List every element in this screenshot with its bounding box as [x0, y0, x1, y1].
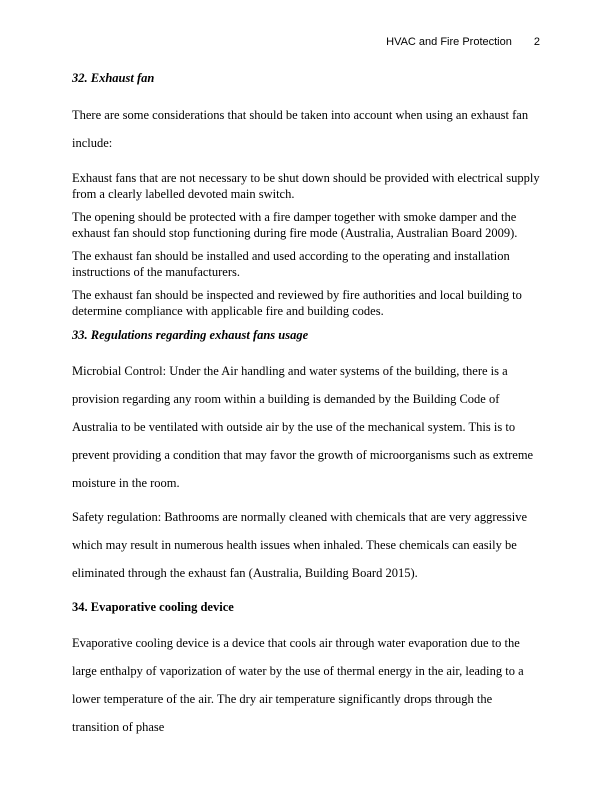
exhaust-fan-item-3: The exhaust fan should be installed and used according to the operating and installation instructions of the manufacturers.: [72, 249, 510, 279]
exhaust-fan-item-4: The exhaust fan should be inspected and reviewed by fire authorities and local building to determine compliance with applicable fire and building codes.: [72, 288, 522, 318]
page-number: 2: [533, 36, 540, 48]
running-title: HVAC and Fire Protection: [386, 36, 512, 48]
evaporative-cooling-paragraph: Evaporative cooling device is a device that cools air through water evaporation due to the large enthalpy of vaporization of water by the use of thermal energy in the air, leading to a lower temperature of the air. The dry air temperature significantly drops through the transition of phase: [72, 636, 524, 734]
exhaust-fan-item-2: The opening should be protected with a fire damper together with smoke damper and the exhaust fan should stop functioning during fire mode (Australia, Australian Board 2009).: [72, 210, 518, 240]
microbial-control-paragraph: Microbial Control: Under the Air handling and water systems of the building, there is a provision regarding any room within a building is demanded by the Building Code of Australia to be ventilated with outside air by the use of the mechanical system. This is to prevent providing a condition that may favor the growth of microorganisms such as extreme moisture in the room.: [72, 364, 534, 490]
exhaust-fan-item-1: Exhaust fans that are not necessary to be shut down should be provided with electrical supply from a clearly labelled devoted main switch.: [72, 171, 540, 201]
page-body: [72, 64, 542, 741]
running-header: [386, 36, 540, 48]
section-heading-34: 34. Evaporative cooling device: [72, 600, 234, 614]
safety-regulation-paragraph: Safety regulation: Bathrooms are normally cleaned with chemicals that are very aggressive which may result in numerous health issues when inhaled. These chemicals can easily be eliminated through the exhaust fan (Australia, Building Board 2015).: [72, 510, 528, 580]
section-heading-32: 32. Exhaust fan: [72, 71, 155, 85]
section-heading-33: 33. Regulations regarding exhaust fans usage: [72, 328, 309, 342]
exhaust-fan-intro: There are some considerations that should be taken into account when using an exhaust fan include:: [72, 108, 529, 150]
